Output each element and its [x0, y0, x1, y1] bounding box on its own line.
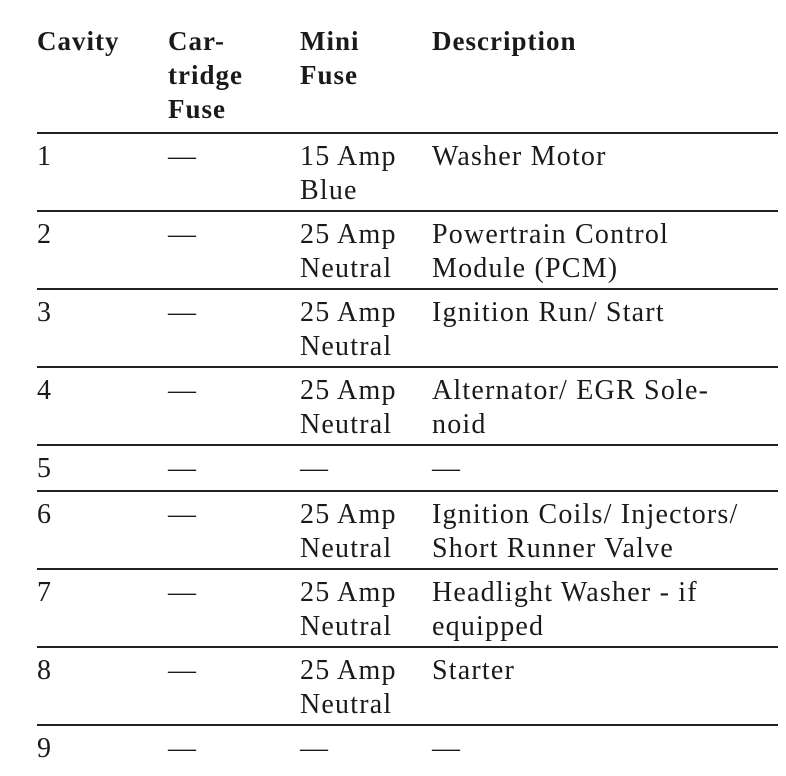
cell-cavity: 6 — [37, 491, 168, 569]
cell-cartridge-fuse: — — [168, 647, 300, 725]
table-row — [37, 367, 778, 445]
table-row — [37, 647, 778, 725]
fuse-table — [37, 22, 778, 770]
cell-cartridge-fuse: — — [168, 491, 300, 569]
header-cavity: Cavity — [37, 22, 168, 133]
header-description: Description — [432, 22, 778, 133]
table-row — [37, 211, 778, 289]
header-row — [37, 22, 778, 133]
cell-mini-fuse: 25 Amp Neutral — [300, 211, 432, 289]
cell-mini-fuse: 15 Amp Blue — [300, 133, 432, 211]
cell-cavity: 3 — [37, 289, 168, 367]
cell-description: Washer Motor — [432, 133, 778, 211]
cell-mini-fuse: — — [300, 733, 330, 764]
cell-mini-fuse: 25 Amp Neutral — [300, 289, 432, 367]
cell-mini-fuse: 25 Amp Neutral — [300, 367, 432, 445]
cell-mini-fuse: 25 Amp Neutral — [300, 647, 432, 725]
header-cartridge-fuse: Car- tridge Fuse — [168, 22, 300, 133]
cell-description: — — [432, 445, 778, 491]
cell-cavity: 7 — [37, 569, 168, 647]
cell-cavity: 4 — [37, 367, 168, 445]
cell-cavity: 1 — [37, 133, 168, 211]
cell-description: Ignition Run/ Start — [432, 289, 778, 367]
cell-description: Headlight Washer - if equipped — [432, 569, 778, 647]
cell-mini-fuse: — — [300, 445, 432, 491]
cell-cavity: 2 — [37, 211, 168, 289]
cell-cartridge-fuse: — — [168, 733, 198, 764]
cell-cavity: 9 — [37, 733, 53, 764]
cell-mini-fuse: 25 Amp Neutral — [300, 569, 432, 647]
table-row — [37, 569, 778, 647]
cell-cartridge-fuse: — — [168, 445, 300, 491]
cell-description: Ignition Coils/ Injectors/ Short Runner Valve — [432, 491, 778, 569]
cell-cartridge-fuse: — — [168, 289, 300, 367]
cell-cartridge-fuse: — — [168, 211, 300, 289]
table-row — [37, 725, 778, 770]
table-row — [37, 445, 778, 491]
table-row — [37, 491, 778, 569]
cell-description: Alternator/ EGR Sole- noid — [432, 367, 778, 445]
cell-cartridge-fuse: — — [168, 133, 300, 211]
cell-description: Powertrain Control Module (PCM) — [432, 211, 778, 289]
table-row — [37, 133, 778, 211]
cell-mini-fuse: 25 Amp Neutral — [300, 491, 432, 569]
cell-cartridge-fuse: — — [168, 367, 300, 445]
cell-description: — — [432, 733, 462, 764]
cell-cavity: 5 — [37, 445, 168, 491]
cell-cavity: 8 — [37, 647, 168, 725]
table-row — [37, 289, 778, 367]
cell-description: Starter — [432, 647, 778, 725]
header-mini-fuse: Mini Fuse — [300, 22, 432, 133]
cell-cartridge-fuse: — — [168, 569, 300, 647]
